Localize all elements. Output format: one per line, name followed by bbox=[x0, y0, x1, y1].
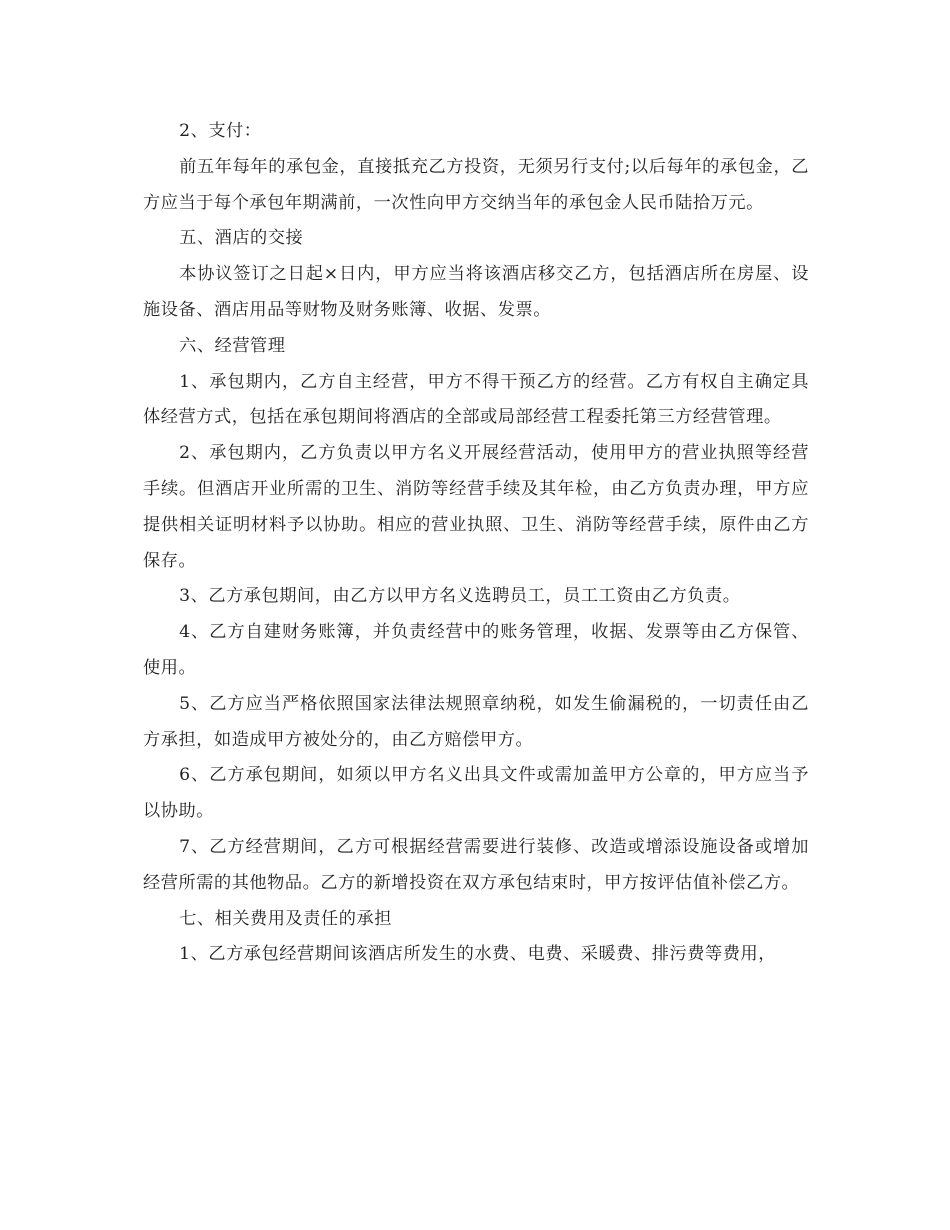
paragraph-management-1: 1、承包期内，乙方自主经营，甲方不得干预乙方的经营。乙方有权自主确定具体经营方式，包括在承包期间将酒店的全部或局部经营工程委托第三方经营管理。 bbox=[143, 371, 809, 428]
paragraph-management-2: 2、承包期内，乙方负责以甲方名义开展经营活动，使用甲方的营业执照等经营手续。但酒店开业所需的卫生、消防等经营手续及其年检，由乙方负责办理，甲方应提供相关证明材料予以协助。相应的营业执照、卫生、消防等经营手续，原件由乙方保存。 bbox=[143, 443, 809, 571]
section-heading-management: 六、经营管理 bbox=[179, 335, 286, 356]
subheading-payment: 2、支付： bbox=[179, 121, 262, 141]
paragraph-management-4: 4、乙方自建财务账簿，并负责经营中的账务管理，收据、发票等由乙方保管、使用。 bbox=[143, 622, 809, 678]
document-body bbox=[143, 114, 809, 973]
paragraph-management-5: 5、乙方应当严格依照国家法律法规照章纳税，如发生偷漏税的，一切责任由乙方承担，如造成甲方被处分的，由乙方赔偿甲方。 bbox=[143, 693, 809, 750]
paragraph-payment-terms: 前五年每年的承包金，直接抵充乙方投资，无须另行支付;以后每年的承包金，乙方应当于每个承包年期满前，一次性向甲方交纳当年的承包金人民币陆拾万元。 bbox=[143, 156, 809, 213]
paragraph-costs-1: 1、乙方承包经营期间该酒店所发生的水费、电费、采暖费、排污费等费用， bbox=[179, 944, 776, 965]
paragraph-management-6: 6、乙方承包期间，如须以甲方名义出具文件或需加盖甲方公章的，甲方应当予以协助。 bbox=[143, 765, 809, 822]
paragraph-management-7: 7、乙方经营期间，乙方可根据经营需要进行装修、改造或增添设施设备或增加经营所需的其他物品。乙方的新增投资在双方承包结束时，甲方按评估值补偿乙方。 bbox=[143, 836, 809, 893]
paragraph-handover: 本协议签订之日起×日内，甲方应当将该酒店移交乙方，包括酒店所在房屋、设施设备、酒店用品等财物及财务账簿、收据、发票。 bbox=[143, 264, 809, 320]
section-heading-handover: 五、酒店的交接 bbox=[179, 228, 304, 249]
section-heading-costs: 七、相关费用及责任的承担 bbox=[179, 908, 392, 929]
paragraph-management-3: 3、乙方承包期间，由乙方以甲方名义选聘员工，员工工资由乙方负责。 bbox=[179, 586, 741, 607]
